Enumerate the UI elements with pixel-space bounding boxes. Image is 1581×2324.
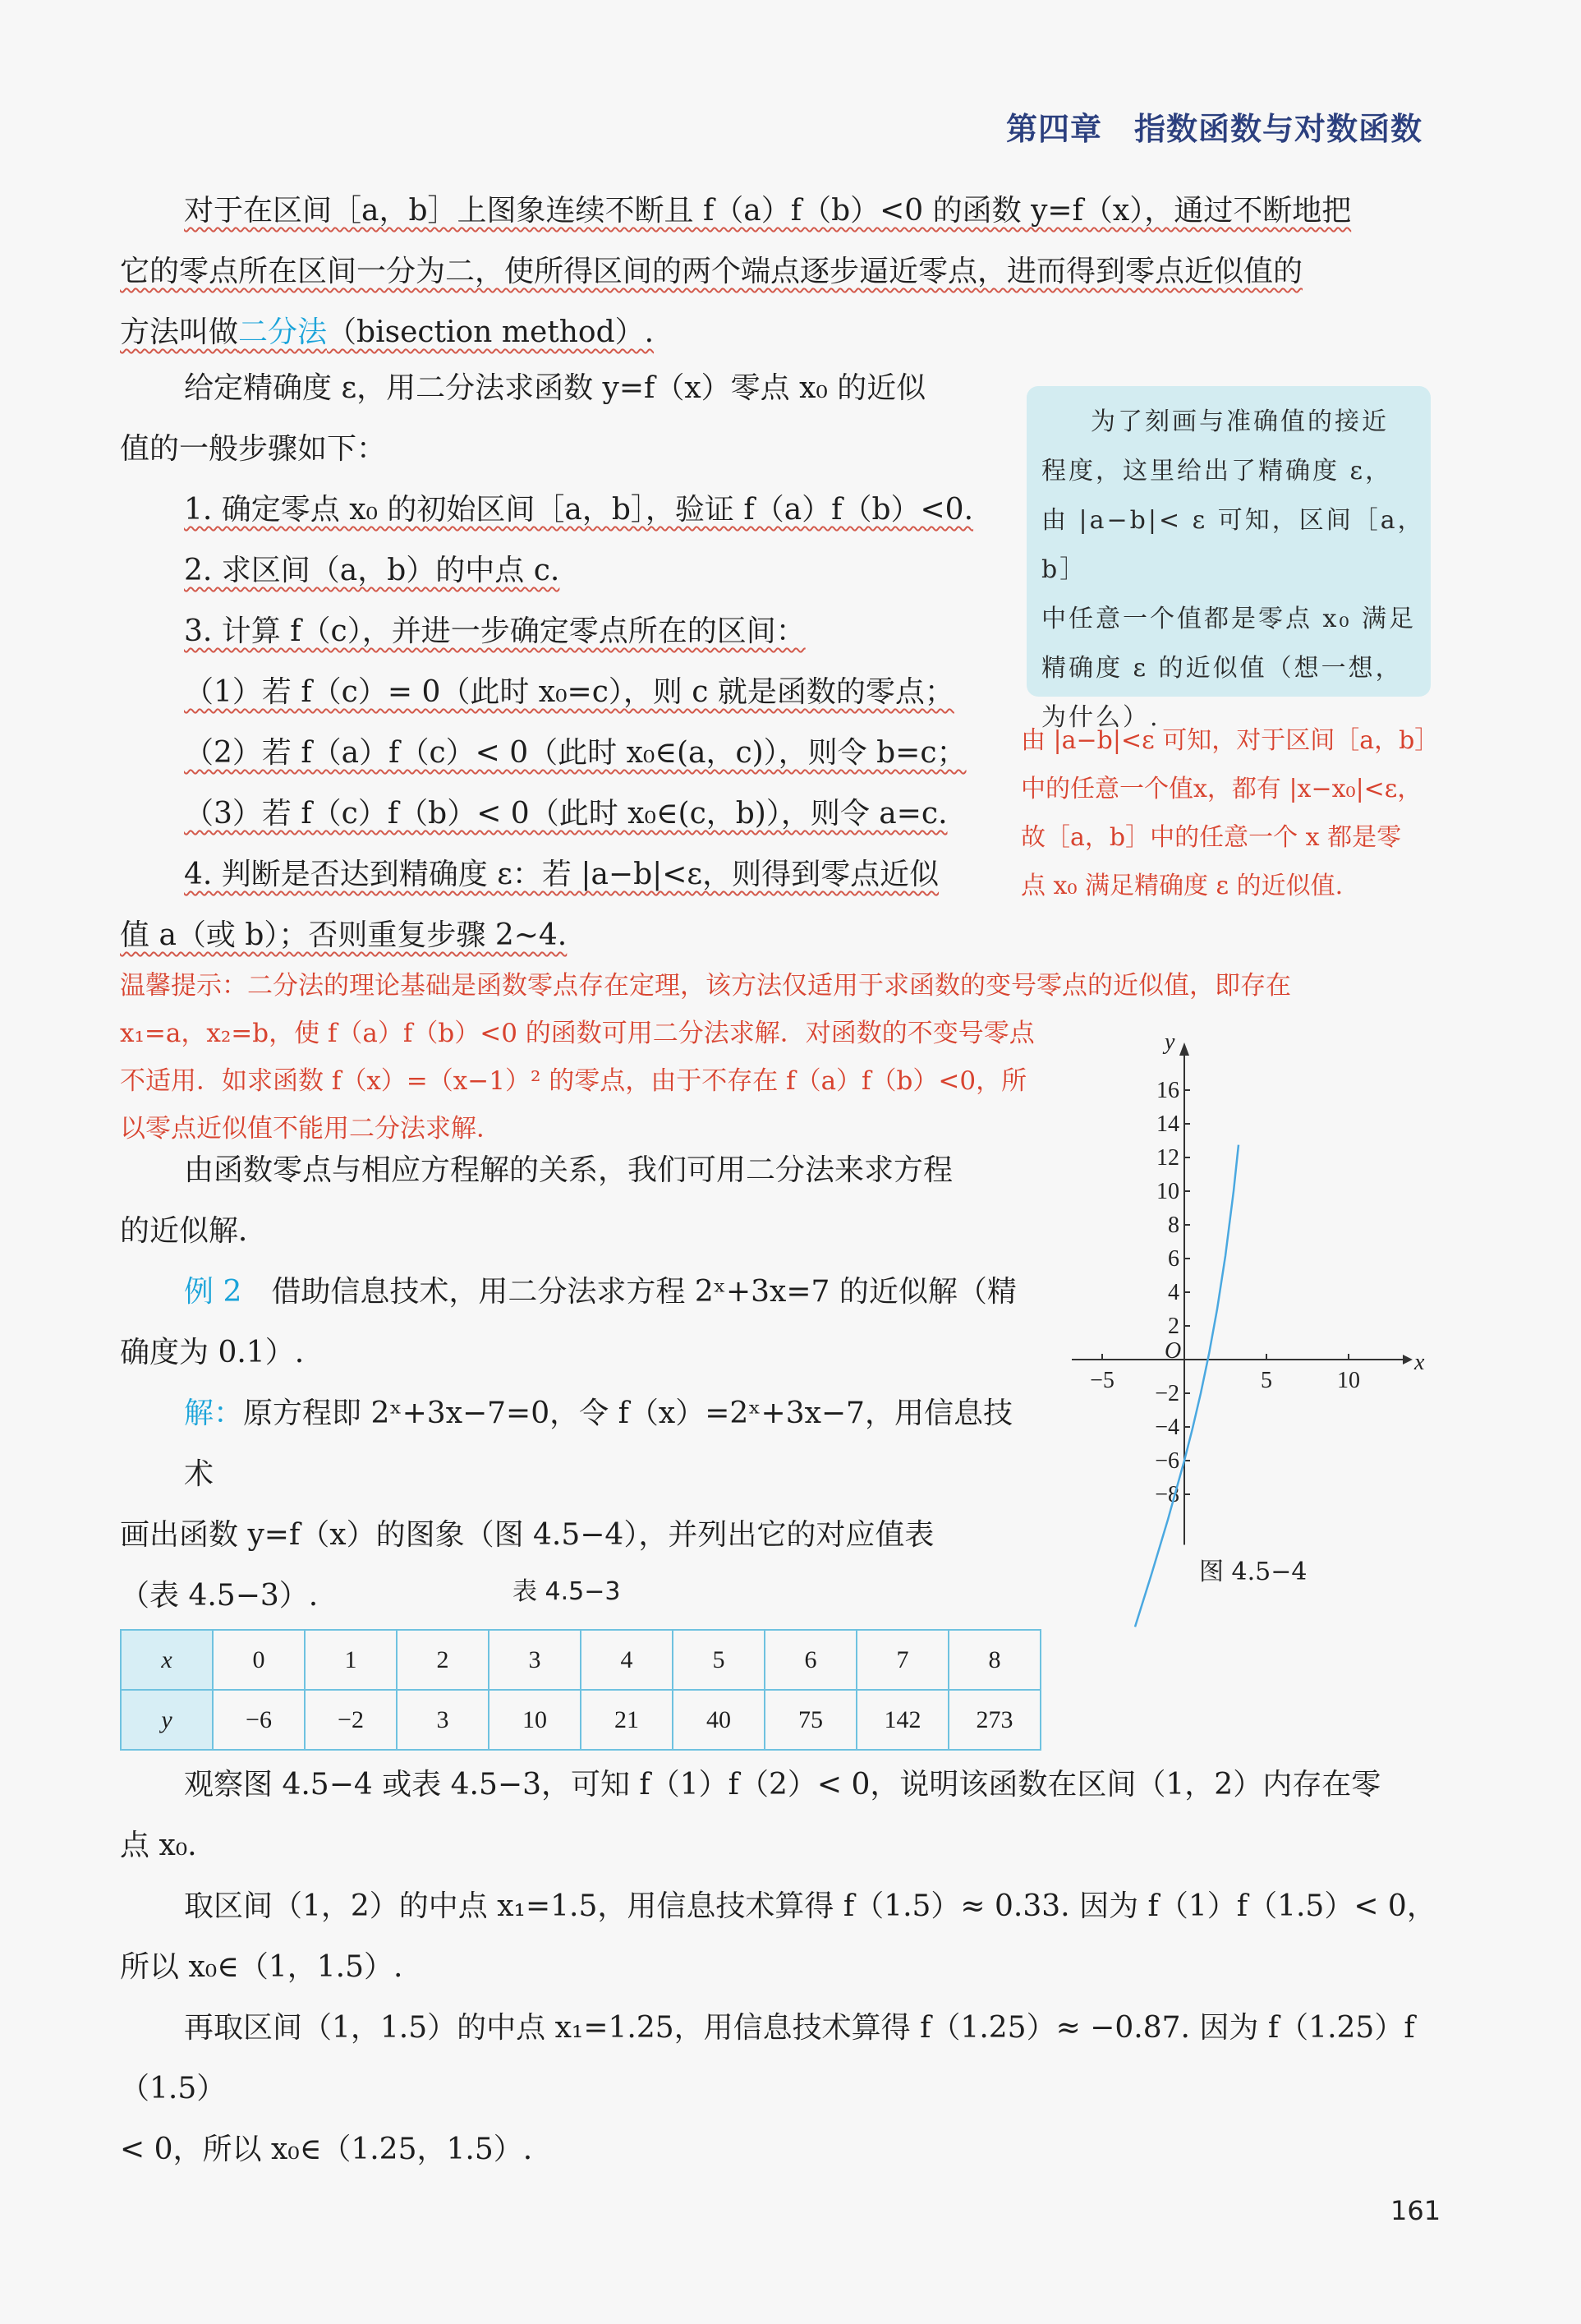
y-tick-label: 6 [1168,1246,1179,1272]
solution-line-3: （表 4.5−3）. [120,1579,319,1613]
y-tick-label: 8 [1168,1213,1179,1238]
step-3-case-2: （2）若 f（a）f（c）< 0（此时 x₀∈(a，c)），则令 b=c； [184,736,967,770]
solution-line-2: 画出函数 y=f（x）的图象（图 4.5−4），并列出它的对应值表 [120,1518,935,1552]
midpoint-1-line-1: 取区间（1，2）的中点 x₁=1.5，用信息技术算得 f（1.5）≈ 0.33. 因为 f（1）f（1.5）< 0， [184,1889,1436,1923]
table-row-y [121,1690,1041,1750]
origin-label: O [1165,1338,1182,1364]
table-cell: 21 [581,1690,673,1750]
table-cell: 4 [581,1630,673,1690]
intro-line-3-pre: 方法叫做 [120,315,239,349]
y-tick-label: −2 [1155,1381,1179,1406]
step-2: 2. 求区间（a，b）的中点 c. [184,554,560,587]
note-line: 为了刻画与准确值的接近 [1091,407,1389,436]
note-line: 为什么）. [1041,703,1160,732]
intro-line-2: 它的零点所在区间一分为二，使所得区间的两个端点逐步逼近零点，进而得到零点近似值的 [120,255,1303,288]
table-cell: 1 [305,1630,397,1690]
y-tick-label: 4 [1168,1280,1179,1305]
y-tick-label: −4 [1155,1415,1179,1440]
table-cell: −6 [213,1690,305,1750]
step-3-case-3: （3）若 f（c）f（b）< 0（此时 x₀∈(c，b)），则令 a=c. [184,797,948,831]
solution-label: 解： [184,1397,244,1430]
table-cell: 142 [857,1690,949,1750]
chapter-header: 第四章 指数函数与对数函数 [1006,111,1423,147]
solution-line-1: 原方程即 2ˣ+3x−7=0，令 f（x）=2ˣ+3x−7，用信息技术 [184,1397,1013,1491]
note-line: 中任意一个值都是零点 x₀ 满足 [1041,605,1417,633]
midpoint-2-line-1: 再取区间（1，1.5）的中点 x₁=1.25，用信息技术算得 f（1.25）≈ −0.87. 因为 f（1.25）f（1.5） [120,2011,1415,2105]
x-tick-label: −5 [1090,1368,1115,1393]
step-3: 3. 计算 f（c），并进一步确定零点所在的区间： [184,614,806,648]
observation-line-1: 观察图 4.5−4 或表 4.5−3，可知 f（1）f（2）< 0，说明该函数在区间（1，2）内存在零 [184,1768,1381,1802]
table-cell: 5 [673,1630,765,1690]
example-label: 例 2 [184,1275,242,1309]
example-block [120,1140,1040,1627]
y-tick-label: 10 [1156,1179,1179,1204]
table-cell: 75 [765,1690,857,1750]
intro-paragraph [120,181,1450,363]
relation-line-1: 由函数零点与相应方程解的关系，我们可用二分法来求方程 [184,1153,954,1187]
annotation-line: 中的任意一个值x，都有 |x−x₀|<ε， [1021,775,1422,803]
table-cell: 0 [213,1630,305,1690]
table-row-x [121,1630,1041,1690]
table-cell: 3 [397,1690,489,1750]
example-line-2: 确度为 0.1）. [120,1336,305,1369]
y-axis-label: y [1165,1029,1175,1055]
x-axis-arrow [1403,1355,1413,1364]
annotation-line: 由 |a−b|<ε 可知，对于区间［a，b］ [1021,726,1440,755]
step-1: 1. 确定零点 x₀ 的初始区间［a，b］，验证 f（a）f（b）<0. [184,493,974,527]
steps-intro-1: 给定精确度 ε，用二分法求函数 y=f（x）零点 x₀ 的近似 [184,371,926,405]
step-3-case-1: （1）若 f（c）= 0（此时 x₀=c），则 c 就是函数的零点； [184,675,954,709]
margin-note-text [1041,398,1427,743]
note-line: 程度，这里给出了精确度 ε， [1041,457,1393,486]
table-caption: 表 4.5−3 [512,1577,621,1606]
note-line: 精确度 ε 的近似值（想一想， [1041,654,1403,683]
table-cell: −2 [305,1690,397,1750]
x-tick-label: 10 [1337,1368,1360,1393]
steps-block [120,358,1015,966]
margin-annotation-red [1021,716,1448,910]
function-graph [1059,1029,1425,1557]
y-axis-arrow [1179,1042,1189,1056]
table-cell: 8 [949,1630,1041,1690]
y-tick-label: 12 [1156,1145,1179,1171]
tip-line-3: 不适用．如求函数 f（x）=（x−1）² 的零点，由于不存在 f（a）f（b）<0，所 [120,1066,1027,1096]
y-tick-label: 14 [1156,1111,1179,1137]
step-4a: 4. 判断是否达到精确度 ε：若 |a−b|<ε，则得到零点近似 [184,858,940,891]
intro-line-1: 对于在区间［a，b］上图象连续不断且 f（a）f（b）<0 的函数 y=f（x），通过不断地把 [184,194,1352,228]
reasoning-block [120,1755,1459,2180]
step-4b: 值 a（或 b）；否则重复步骤 2~4. [120,918,568,952]
relation-line-2: 的近似解． [120,1214,269,1248]
value-table [120,1629,1041,1751]
table-cell: 10 [489,1690,581,1750]
tip-line-1: 温馨提示：二分法的理论基础是函数零点存在定理，该方法仅适用于求函数的变号零点的近似值，即存在 [120,971,1291,1001]
midpoint-1-line-2: 所以 x₀∈（1，1.5）. [120,1950,403,1984]
intro-line-3-post: （bisection method）. [327,315,655,349]
table-cell: 2 [397,1630,489,1690]
table-cell: 273 [949,1690,1041,1750]
table-cell: 40 [673,1690,765,1750]
y-tick-label: 16 [1156,1078,1179,1103]
tip-line-2: x₁=a，x₂=b，使 f（a）f（b）<0 的函数可用二分法求解．对函数的不变号零点 [120,1019,1035,1048]
x-axis-label: x [1414,1350,1425,1375]
tip-rest [120,1010,1040,1153]
table-header-y: y [121,1690,213,1750]
y-tick-label: 2 [1168,1314,1179,1339]
steps-intro-2: 值的一般步骤如下： [120,432,387,466]
annotation-line: 点 x₀ 满足精确度 ε 的近似值. [1021,872,1344,900]
table-cell: 3 [489,1630,581,1690]
midpoint-2-line-2: < 0，所以 x₀∈（1.25，1.5）. [120,2133,533,2166]
table-cell: 7 [857,1630,949,1690]
table-cell: 6 [765,1630,857,1690]
page-number: 161 [1390,2195,1441,2226]
note-line: 由 |a−b|< ε 可知，区间［a，b］ [1041,506,1425,584]
figure-caption: 图 4.5−4 [1199,1558,1308,1586]
tip-line-4: 以零点近似值不能用二分法求解． [120,1114,502,1144]
annotation-line: 故［a，b］中的任意一个 x 都是零 [1021,823,1402,852]
y-tick-label: −8 [1155,1482,1179,1507]
example-line-1: 借助信息技术，用二分法求方程 2ˣ+3x=7 的近似解（精 [271,1275,1017,1309]
table-header-x: x [121,1630,213,1690]
observation-line-2: 点 x₀. [120,1829,197,1862]
y-tick-label: −6 [1155,1448,1179,1474]
bisection-term: 二分法 [238,315,328,349]
x-tick-label: 5 [1261,1368,1272,1393]
